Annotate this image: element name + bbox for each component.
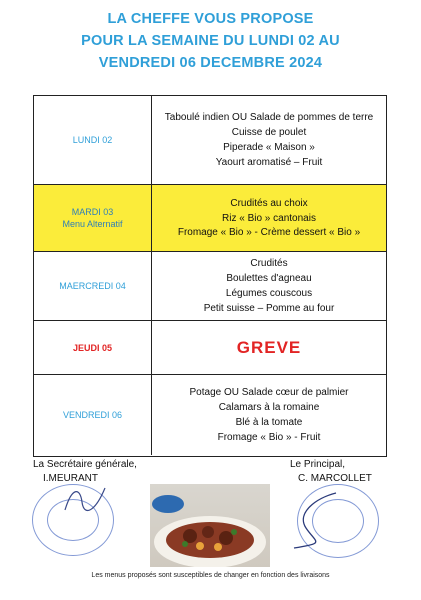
menu-item: Légumes couscous	[225, 288, 313, 299]
menu-item: Fromage « Bio » - Crème dessert « Bio »	[177, 227, 361, 238]
menu-items	[152, 96, 386, 184]
menu-row-tuesday	[34, 184, 386, 251]
menu-item: Petit suisse – Pomme au four	[203, 303, 335, 314]
weekly-menu-table	[33, 95, 387, 457]
menu-item: Taboulé indien OU Salade de pommes de terre	[164, 111, 374, 123]
menu-item: Boulettes d'agneau	[226, 273, 312, 284]
menu-item: Potage OU Salade cœur de palmier	[189, 387, 349, 398]
day-label: MARDI 03	[71, 207, 114, 217]
day-label-block	[34, 185, 152, 251]
menu-item: Calamars à la romaine	[218, 402, 320, 413]
header-line-1: LA CHEFFE VOUS PROPOSE	[107, 11, 314, 27]
menu-items	[152, 185, 386, 251]
strike-notice: GREVE	[236, 338, 302, 357]
principal-signature-block	[290, 458, 372, 486]
menu-item: Riz « Bio » cantonais	[222, 213, 316, 224]
menu-row-friday	[34, 374, 386, 455]
footer-note: Les menus proposés sont susceptibles de changer en fonction des livraisons	[91, 572, 330, 579]
menu-item: Yaourt aromatisé – Fruit	[215, 156, 323, 168]
header-line-2: POUR LA SEMAINE DU LUNDI 02 AU	[81, 33, 340, 49]
alternative-menu-label: Menu Alternatif	[62, 219, 123, 229]
principal-signature-mark	[286, 488, 346, 553]
menu-item: Crudités	[250, 258, 288, 269]
menu-item: Piperade « Maison »	[223, 141, 315, 153]
menu-row-thursday	[34, 320, 386, 374]
menu-item: Fromage « Bio » - Fruit	[217, 432, 321, 443]
menu-item: Cuisse de poulet	[231, 126, 307, 138]
menu-item: Crudités au choix	[230, 198, 308, 209]
secretary-name: I.MEURANT	[43, 473, 98, 484]
day-label: JEUDI 05	[34, 321, 152, 374]
principal-name: C. MARCOLLET	[298, 473, 372, 484]
day-label: LUNDI 02	[34, 96, 152, 184]
header-line-3: VENDREDI 06 DECEMBRE 2024	[98, 55, 323, 71]
menu-items	[152, 252, 386, 320]
menu-items	[152, 321, 386, 374]
secretary-signature-mark	[60, 482, 110, 517]
principal-title: Le Principal,	[290, 459, 346, 470]
menu-header	[0, 8, 421, 74]
menu-row-wednesday	[34, 251, 386, 320]
menu-item: Blé à la tomate	[235, 417, 303, 428]
menu-items	[152, 375, 386, 455]
menu-row-monday	[34, 96, 386, 184]
day-label: VENDREDI 06	[34, 375, 152, 455]
day-label: MAERCREDI 04	[34, 252, 152, 320]
secretary-title: La Secrétaire générale,	[33, 459, 137, 470]
dish-photo	[150, 484, 270, 567]
